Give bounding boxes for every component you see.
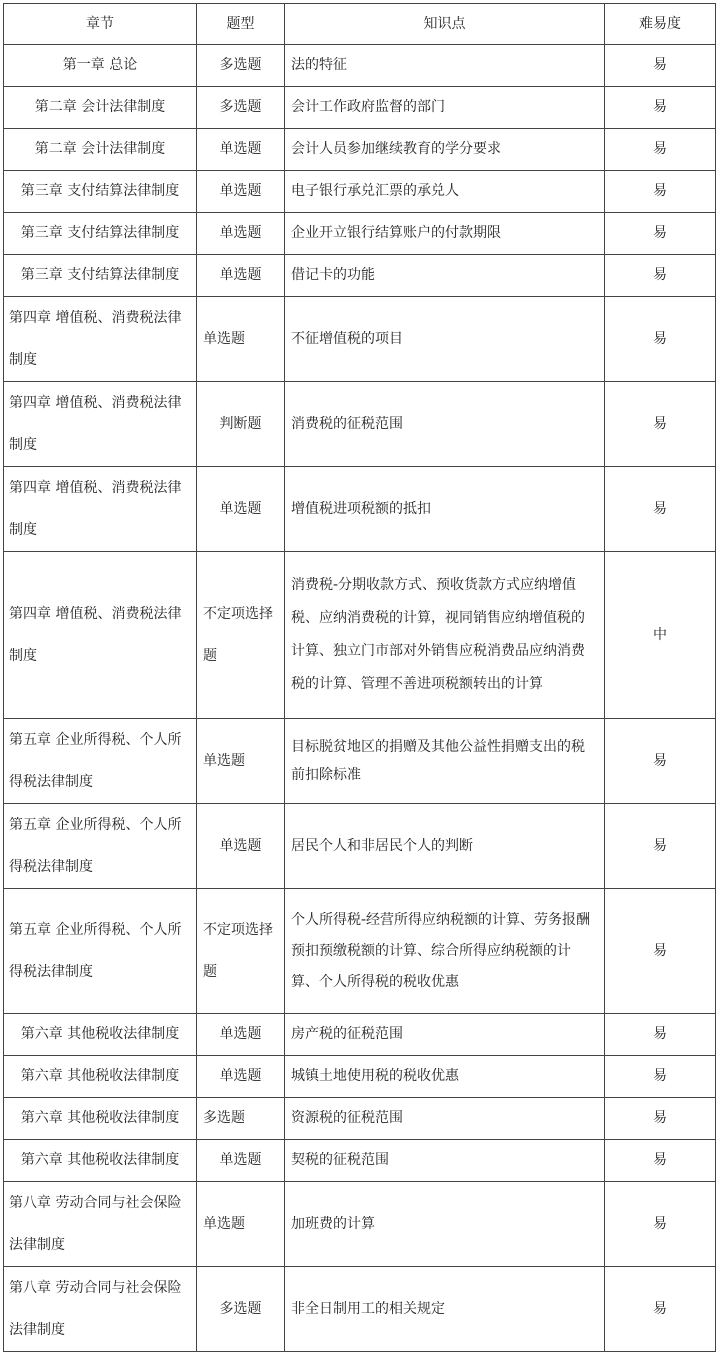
table-row: [4, 87, 716, 129]
question-type-cell: 单选题: [197, 1014, 285, 1056]
table-row: [4, 1182, 716, 1267]
chapter-cell: 第三章 支付结算法律制度: [4, 255, 197, 297]
question-type-cell: 单选题: [197, 297, 285, 382]
chapter-cell: 第四章 增值税、消费税法律制度: [4, 382, 197, 467]
table-row: [4, 297, 716, 382]
difficulty-cell: 易: [605, 87, 716, 129]
question-type-cell: 单选题: [197, 129, 285, 171]
chapter-cell: 第二章 会计法律制度: [4, 87, 197, 129]
table-row: [4, 552, 716, 719]
knowledge-point-cell: 契税的征税范围: [285, 1140, 605, 1182]
table-row: [4, 889, 716, 1014]
table-row: [4, 45, 716, 87]
header-question-type: 题型: [197, 4, 285, 45]
header-chapter: 章节: [4, 4, 197, 45]
difficulty-cell: 易: [605, 467, 716, 552]
table-row: [4, 719, 716, 804]
knowledge-point-cell: 加班费的计算: [285, 1182, 605, 1267]
header-difficulty: 难易度: [605, 4, 716, 45]
question-type-cell: 判断题: [197, 382, 285, 467]
table-row: [4, 1056, 716, 1098]
chapter-cell: 第三章 支付结算法律制度: [4, 213, 197, 255]
question-type-cell: 单选题: [197, 467, 285, 552]
table-row: [4, 1014, 716, 1056]
chapter-cell: 第四章 增值税、消费税法律制度: [4, 467, 197, 552]
difficulty-cell: 易: [605, 213, 716, 255]
difficulty-cell: 易: [605, 889, 716, 1014]
chapter-cell: 第五章 企业所得税、个人所得税法律制度: [4, 804, 197, 889]
difficulty-cell: 易: [605, 1182, 716, 1267]
chapter-cell: 第八章 劳动合同与社会保险法律制度: [4, 1267, 197, 1352]
knowledge-point-cell: 居民个人和非居民个人的判断: [285, 804, 605, 889]
table-row: [4, 1267, 716, 1352]
table-row: [4, 1098, 716, 1140]
difficulty-cell: 易: [605, 1140, 716, 1182]
knowledge-point-cell: 非全日制用工的相关规定: [285, 1267, 605, 1352]
chapter-cell: 第六章 其他税收法律制度: [4, 1098, 197, 1140]
knowledge-point-cell: 目标脱贫地区的捐赠及其他公益性捐赠支出的税前扣除标准: [285, 719, 605, 804]
chapter-cell: 第六章 其他税收法律制度: [4, 1014, 197, 1056]
difficulty-cell: 易: [605, 719, 716, 804]
difficulty-cell: 中: [605, 552, 716, 719]
table-row: [4, 171, 716, 213]
table-row: [4, 255, 716, 297]
question-type-cell: 不定项选择题: [197, 552, 285, 719]
question-type-cell: 单选题: [197, 1182, 285, 1267]
chapter-cell: 第六章 其他税收法律制度: [4, 1140, 197, 1182]
difficulty-cell: 易: [605, 171, 716, 213]
chapter-cell: 第三章 支付结算法律制度: [4, 171, 197, 213]
knowledge-point-cell: 企业开立银行结算账户的付款期限: [285, 213, 605, 255]
knowledge-point-cell: 资源税的征税范围: [285, 1098, 605, 1140]
question-type-cell: 多选题: [197, 1098, 285, 1140]
question-type-cell: 不定项选择题: [197, 889, 285, 1014]
knowledge-point-cell: 不征增值税的项目: [285, 297, 605, 382]
knowledge-point-cell: 电子银行承兑汇票的承兑人: [285, 171, 605, 213]
chapter-cell: 第五章 企业所得税、个人所得税法律制度: [4, 719, 197, 804]
knowledge-point-cell: 房产税的征税范围: [285, 1014, 605, 1056]
knowledge-point-cell: 增值税进项税额的抵扣: [285, 467, 605, 552]
knowledge-point-cell: 会计人员参加继续教育的学分要求: [285, 129, 605, 171]
table-row: [4, 467, 716, 552]
chapter-cell: 第一章 总论: [4, 45, 197, 87]
question-type-cell: 单选题: [197, 213, 285, 255]
question-type-cell: 多选题: [197, 87, 285, 129]
exam-knowledge-table: [3, 3, 716, 1352]
difficulty-cell: 易: [605, 255, 716, 297]
difficulty-cell: 易: [605, 1056, 716, 1098]
chapter-cell: 第四章 增值税、消费税法律制度: [4, 297, 197, 382]
table-row: [4, 382, 716, 467]
table-row: [4, 213, 716, 255]
header-knowledge-point: 知识点: [285, 4, 605, 45]
question-type-cell: 多选题: [197, 1267, 285, 1352]
question-type-cell: 多选题: [197, 45, 285, 87]
chapter-cell: 第六章 其他税收法律制度: [4, 1056, 197, 1098]
exam-knowledge-table-container: [3, 3, 716, 1352]
difficulty-cell: 易: [605, 45, 716, 87]
question-type-cell: 单选题: [197, 1056, 285, 1098]
difficulty-cell: 易: [605, 1014, 716, 1056]
chapter-cell: 第八章 劳动合同与社会保险法律制度: [4, 1182, 197, 1267]
knowledge-point-cell: 法的特征: [285, 45, 605, 87]
table-row: [4, 129, 716, 171]
question-type-cell: 单选题: [197, 255, 285, 297]
knowledge-point-cell: 消费税的征税范围: [285, 382, 605, 467]
question-type-cell: 单选题: [197, 1140, 285, 1182]
difficulty-cell: 易: [605, 129, 716, 171]
chapter-cell: 第二章 会计法律制度: [4, 129, 197, 171]
table-header-row: [4, 4, 716, 45]
chapter-cell: 第五章 企业所得税、个人所得税法律制度: [4, 889, 197, 1014]
difficulty-cell: 易: [605, 1267, 716, 1352]
question-type-cell: 单选题: [197, 804, 285, 889]
knowledge-point-cell: 借记卡的功能: [285, 255, 605, 297]
question-type-cell: 单选题: [197, 171, 285, 213]
table-row: [4, 804, 716, 889]
knowledge-point-cell: 会计工作政府监督的部门: [285, 87, 605, 129]
knowledge-point-cell: 消费税-分期收款方式、预收货款方式应纳增值税、应纳消费税的计算，视同销售应纳增值税的计算、独立门市部对外销售应税消费品应纳消费税的计算、管理不善进项税额转出的计算: [285, 552, 605, 719]
question-type-cell: 单选题: [197, 719, 285, 804]
difficulty-cell: 易: [605, 804, 716, 889]
chapter-cell: 第四章 增值税、消费税法律制度: [4, 552, 197, 719]
difficulty-cell: 易: [605, 382, 716, 467]
table-row: [4, 1140, 716, 1182]
difficulty-cell: 易: [605, 1098, 716, 1140]
difficulty-cell: 易: [605, 297, 716, 382]
table-body: [4, 45, 716, 1352]
knowledge-point-cell: 城镇土地使用税的税收优惠: [285, 1056, 605, 1098]
knowledge-point-cell: 个人所得税-经营所得应纳税额的计算、劳务报酬预扣预缴税额的计算、综合所得应纳税额的计算、个人所得税的税收优惠: [285, 889, 605, 1014]
